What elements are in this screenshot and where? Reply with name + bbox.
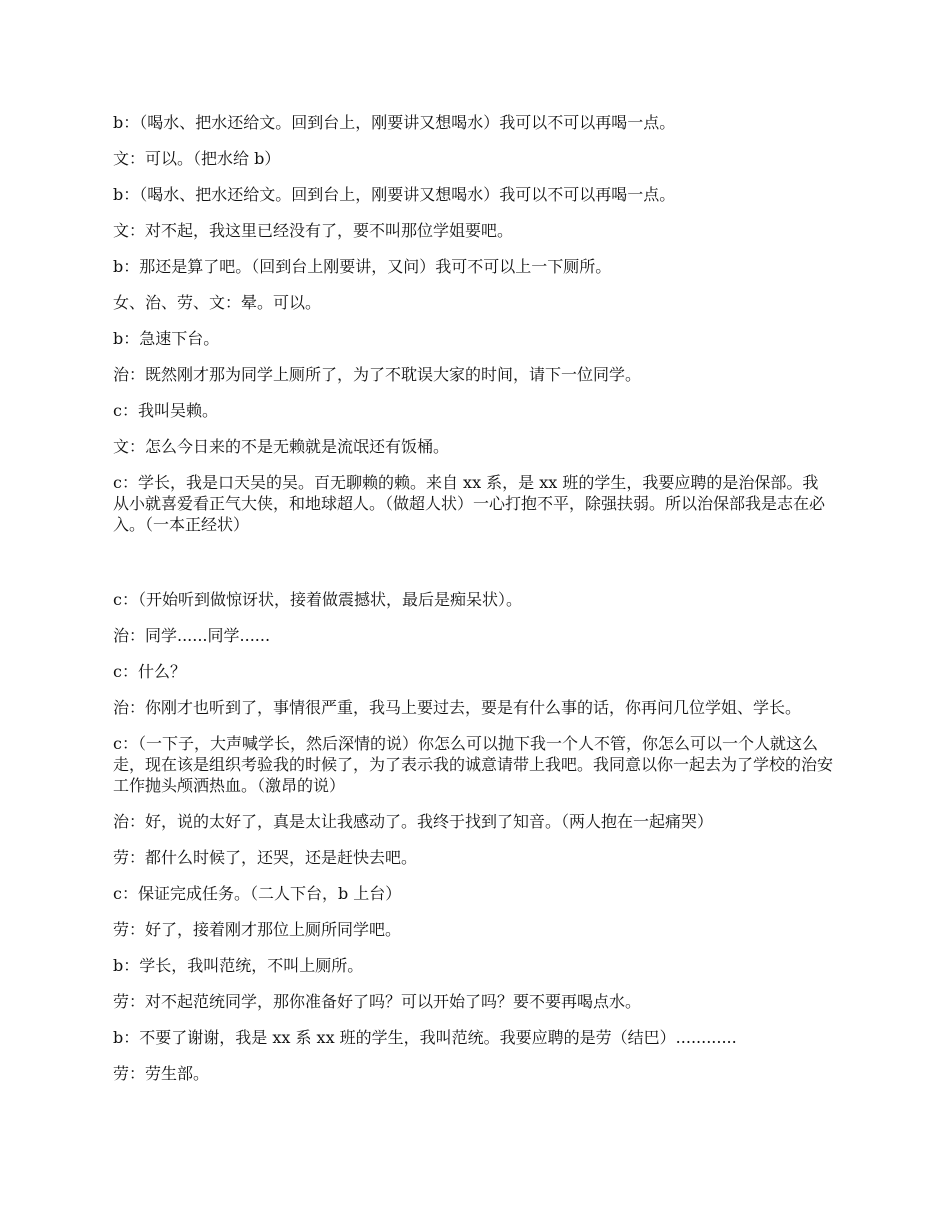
dialogue-line: c：保证完成任务。（二人下台，b 上台） [113,884,402,903]
dialogue-line: c：（开始听到做惊讶状，接着做震撼状，最后是痴呆状）。 [113,590,522,609]
dialogue-line: 文：可以。（把水给 b） [113,149,281,168]
dialogue-line: 女、治、劳、文：晕。可以。 [113,293,322,312]
document-body [113,112,833,1099]
dialogue-line: b：（喝水、把水还给文。回到台上，刚要讲又想喝水）我可以不可以再喝一点。 [113,113,676,132]
dialogue-line: b：那还是算了吧。（回到台上刚要讲，又问）我可不可以上一下厕所。 [113,257,612,276]
dialogue-line: 治：既然刚才那为同学上厕所了，为了不耽误大家的时间，请下一位同学。 [113,365,642,384]
dialogue-line: 劳：都什么时候了，还哭，还是赶快去吧。 [113,848,418,867]
dialogue-line: 治：好，说的太好了，真是太让我感动了。我终于找到了知音。（两人抱在一起痛哭） [113,812,714,831]
dialogue-line: b：不要了谢谢，我是 xx 系 xx 班的学生，我叫范统。我要应聘的是劳（结巴）............ [113,1028,737,1047]
dialogue-line: 劳：对不起范统同学，那你准备好了吗？可以开始了吗？要不要再喝点水。 [113,992,642,1011]
dialogue-line: 治：你刚才也听到了，事情很严重，我马上要过去，要是有什么事的话，你再问几位学姐、学长。 [113,698,802,717]
paragraph-gap [113,550,833,589]
dialogue-line: 文：怎么今日来的不是无赖就是流氓还有饭桶。 [113,437,450,456]
dialogue-line: 劳：劳生部。 [113,1064,210,1083]
dialogue-line: 劳：好了，接着刚才那位上厕所同学吧。 [113,920,402,939]
dialogue-line: c：我叫吴赖。 [113,401,218,420]
dialogue-line: 文：对不起，我这里已经没有了，要不叫那位学姐要吧。 [113,221,514,240]
dialogue-line: 治：同学......同学...... [113,626,271,645]
dialogue-line: b：急速下台。 [113,329,220,348]
dialogue-line: c：（一下子，大声喊学长，然后深情的说）你怎么可以抛下我一个人不管，你怎么可以一个人就这么走，现在该是组织考验我的时候了，为了表示我的诚意请带上我吧。我同意以你一起去为了学校的治安工作抛头颅洒热血。（激昂的说） [113,734,834,795]
dialogue-line: b：学长，我叫范统，不叫上厕所。 [113,956,364,975]
dialogue-line: c：学长，我是口天吴的吴。百无聊赖的赖。来自 xx 系，是 xx 班的学生，我要应聘的是治保部。我从小就喜爱看正气大侠，和地球超人。（做超人状）一心打抱不平，除强扶弱。所以治保部我是志在必入。（一本正经状） [113,473,826,534]
dialogue-line: c：什么？ [113,662,186,681]
dialogue-line: b：（喝水、把水还给文。回到台上，刚要讲又想喝水）我可以不可以再喝一点。 [113,185,676,204]
